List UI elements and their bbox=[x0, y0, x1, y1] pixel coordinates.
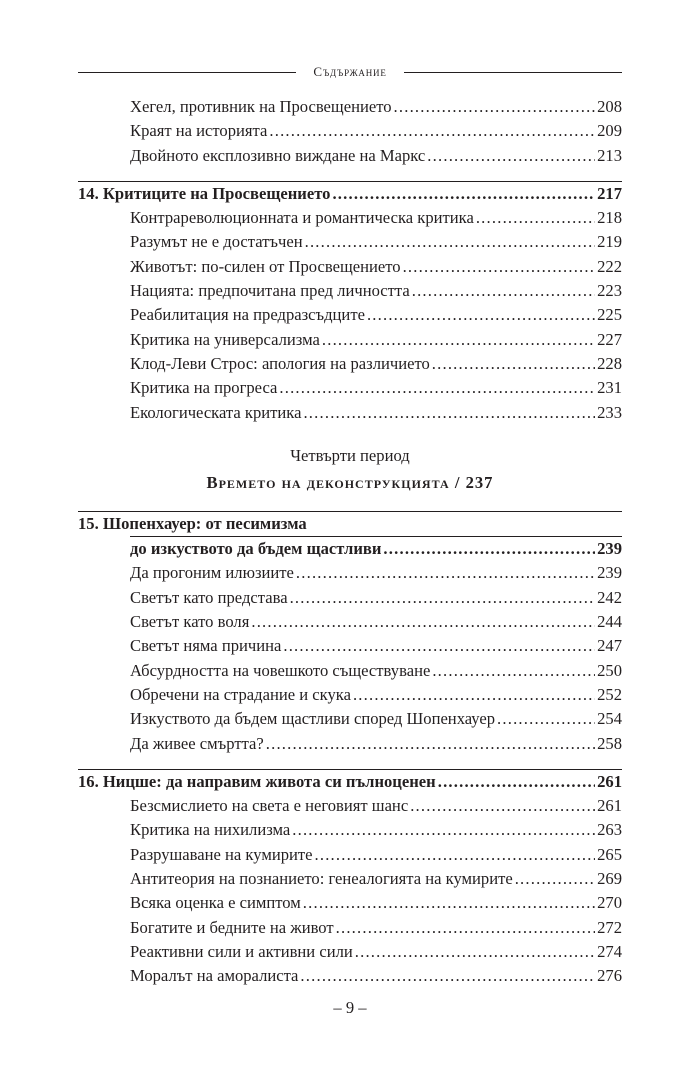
toc-entry[interactable] bbox=[78, 843, 622, 867]
leader-dots bbox=[515, 867, 595, 891]
toc-entry[interactable] bbox=[78, 794, 622, 818]
toc-chapter-14[interactable] bbox=[78, 182, 622, 206]
leader-dots bbox=[303, 891, 595, 915]
toc-entry[interactable] bbox=[78, 328, 622, 352]
period-title[interactable]: Времето на деконструкцията / 237 bbox=[206, 472, 494, 492]
entry-title: Екологическата критика bbox=[130, 402, 302, 422]
toc-entry[interactable] bbox=[78, 279, 622, 303]
toc-entry[interactable] bbox=[78, 352, 622, 376]
entry-title: Безсмислието на света е неговият шанс bbox=[130, 796, 409, 816]
entry-title: Светът няма причина bbox=[130, 636, 282, 656]
toc-entry[interactable] bbox=[78, 586, 622, 610]
entry-title: Реактивни сили и активни сили bbox=[130, 941, 353, 961]
entry-page: 263 bbox=[597, 820, 622, 840]
entry-page: 225 bbox=[597, 305, 622, 325]
toc-entry[interactable] bbox=[78, 964, 622, 988]
entry-page: 252 bbox=[597, 684, 622, 704]
leader-dots bbox=[303, 401, 595, 425]
entry-title: Абсурдността на човешкото съществуване bbox=[130, 660, 431, 680]
toc-entry[interactable] bbox=[78, 818, 622, 842]
entry-title: Краят на историята bbox=[130, 121, 268, 141]
entry-page: 213 bbox=[597, 145, 622, 165]
toc-entry[interactable] bbox=[78, 95, 622, 119]
entry-page: 239 bbox=[597, 563, 622, 583]
entry-title: Контрареволюционната и романтическа критика bbox=[130, 208, 474, 228]
leader-dots bbox=[296, 561, 595, 585]
entry-title: Светът като представа bbox=[130, 587, 288, 607]
chapter-title: 16. Ницше: да направим живота си пълноценен bbox=[78, 771, 436, 791]
running-header bbox=[78, 62, 622, 82]
page-number: – 9 – bbox=[333, 998, 367, 1017]
leader-dots bbox=[332, 182, 595, 206]
leader-dots bbox=[283, 634, 595, 658]
entry-title: Двойното експлозивно виждане на Маркс bbox=[130, 145, 426, 165]
period-label: Четвърти период bbox=[290, 445, 410, 465]
entry-page: 254 bbox=[597, 709, 622, 729]
toc-chapter-16[interactable] bbox=[78, 770, 622, 794]
entry-title: Обречени на страдание и скука bbox=[130, 684, 351, 704]
toc-entry[interactable] bbox=[78, 230, 622, 254]
entry-title: Да прогоним илюзиите bbox=[130, 563, 294, 583]
entry-title: Реабилитация на предразсъдците bbox=[130, 305, 365, 325]
table-of-contents bbox=[78, 95, 622, 989]
header-title: Съдържание bbox=[313, 64, 387, 79]
leader-dots bbox=[251, 610, 595, 634]
entry-page: 274 bbox=[597, 941, 622, 961]
entry-page: 218 bbox=[597, 208, 622, 228]
toc-entry[interactable] bbox=[78, 659, 622, 683]
toc-entry[interactable] bbox=[78, 732, 622, 756]
entry-page: 250 bbox=[597, 660, 622, 680]
entry-page: 261 bbox=[597, 796, 622, 816]
entry-page: 231 bbox=[597, 378, 622, 398]
toc-entry[interactable] bbox=[78, 119, 622, 143]
entry-title: Моралът на аморалиста bbox=[130, 966, 299, 986]
toc-entry[interactable] bbox=[78, 206, 622, 230]
entry-page: 209 bbox=[597, 121, 622, 141]
leader-dots bbox=[305, 230, 596, 254]
entry-title: Антитеория на познанието: генеалогията на кумирите bbox=[130, 869, 513, 889]
toc-entry[interactable] bbox=[78, 634, 622, 658]
entry-title: Клод-Леви Строс: апология на различието bbox=[130, 353, 430, 373]
entry-page: 219 bbox=[597, 232, 622, 252]
leader-dots bbox=[476, 206, 595, 230]
toc-entry[interactable] bbox=[78, 303, 622, 327]
leader-dots bbox=[497, 707, 595, 731]
entry-page: 222 bbox=[597, 256, 622, 276]
leader-dots bbox=[300, 964, 595, 988]
leader-dots bbox=[432, 352, 595, 376]
leader-dots bbox=[292, 818, 595, 842]
leader-dots bbox=[279, 376, 595, 400]
toc-entry[interactable] bbox=[78, 891, 622, 915]
entry-title: Критика на универсализма bbox=[130, 329, 320, 349]
entry-page: 223 bbox=[597, 281, 622, 301]
leader-dots bbox=[353, 683, 595, 707]
leader-dots bbox=[367, 303, 595, 327]
entry-title: Разрушаване на кумирите bbox=[130, 844, 313, 864]
toc-entry[interactable] bbox=[78, 376, 622, 400]
chapter-15-entries bbox=[78, 561, 622, 755]
leader-dots bbox=[403, 255, 596, 279]
entry-title: Богатите и бедните на живот bbox=[130, 917, 334, 937]
entry-title: Светът като воля bbox=[130, 612, 250, 632]
entry-title: Нацията: предпочитана пред личността bbox=[130, 281, 410, 301]
leader-dots bbox=[290, 586, 596, 610]
entry-title: Хегел, противник на Просвещението bbox=[130, 97, 392, 116]
entry-page: 233 bbox=[597, 402, 622, 422]
entry-page: 276 bbox=[597, 966, 622, 986]
leader-dots bbox=[438, 770, 595, 794]
toc-entry[interactable] bbox=[78, 144, 622, 168]
leader-dots bbox=[315, 843, 596, 867]
entry-title: Всяка оценка е симптом bbox=[130, 893, 301, 913]
leader-dots bbox=[394, 95, 596, 119]
toc-chapter-15-line1[interactable]: 15. Шопенхауер: от песимизма bbox=[78, 513, 307, 533]
entry-page: 270 bbox=[597, 893, 622, 913]
leader-dots bbox=[410, 794, 595, 818]
entry-title: Критика на прогреса bbox=[130, 378, 278, 398]
leader-dots bbox=[269, 119, 595, 143]
toc-entry[interactable] bbox=[78, 401, 622, 425]
chapter-page: 217 bbox=[597, 183, 622, 203]
entry-title: Критика на нихилизма bbox=[130, 820, 291, 840]
entry-title: Изкуството да бъдем щастливи според Шопенхауер bbox=[130, 709, 496, 729]
entry-page: 265 bbox=[597, 844, 622, 864]
toc-entry[interactable] bbox=[78, 707, 622, 731]
toc-entry[interactable] bbox=[78, 610, 622, 634]
leader-dots bbox=[383, 537, 595, 561]
toc-entry[interactable] bbox=[78, 916, 622, 940]
chapter-title: 14. Критиците на Просвещението bbox=[78, 183, 331, 203]
entry-page: 228 bbox=[597, 353, 622, 373]
header-rule-right bbox=[404, 72, 622, 73]
entry-page: 227 bbox=[597, 329, 622, 349]
toc-entry[interactable] bbox=[78, 255, 622, 279]
chapter-page: 261 bbox=[597, 771, 622, 791]
leader-dots bbox=[322, 328, 595, 352]
entry-page: 269 bbox=[597, 869, 622, 889]
entry-title: Животът: по-силен от Просвещението bbox=[130, 256, 401, 276]
entry-title: Разумът не е достатъчен bbox=[130, 232, 303, 252]
toc-entry[interactable] bbox=[78, 940, 622, 964]
chapter-title-line2: до изкуството да бъдем щастливи bbox=[130, 539, 382, 559]
toc-entry[interactable] bbox=[78, 683, 622, 707]
leader-dots bbox=[355, 940, 595, 964]
leader-dots bbox=[432, 659, 595, 683]
toc-entry[interactable] bbox=[78, 867, 622, 891]
toc-section-continued bbox=[78, 95, 622, 168]
entry-page: 242 bbox=[597, 587, 622, 607]
leader-dots bbox=[427, 144, 595, 168]
entry-page: 272 bbox=[597, 917, 622, 937]
entry-page: 258 bbox=[597, 733, 622, 753]
entry-page: 244 bbox=[597, 612, 622, 632]
toc-chapter-15[interactable] bbox=[78, 537, 622, 561]
leader-dots bbox=[266, 732, 595, 756]
chapter-14-entries bbox=[78, 206, 622, 425]
entry-page: 247 bbox=[597, 636, 622, 656]
chapter-16-entries bbox=[78, 794, 622, 988]
chapter-page: 239 bbox=[597, 539, 622, 559]
entry-title: Да живее смъртта? bbox=[130, 733, 264, 753]
leader-dots bbox=[336, 916, 595, 940]
entry-page: 208 bbox=[597, 97, 622, 116]
toc-entry[interactable] bbox=[78, 561, 622, 585]
leader-dots bbox=[412, 279, 595, 303]
